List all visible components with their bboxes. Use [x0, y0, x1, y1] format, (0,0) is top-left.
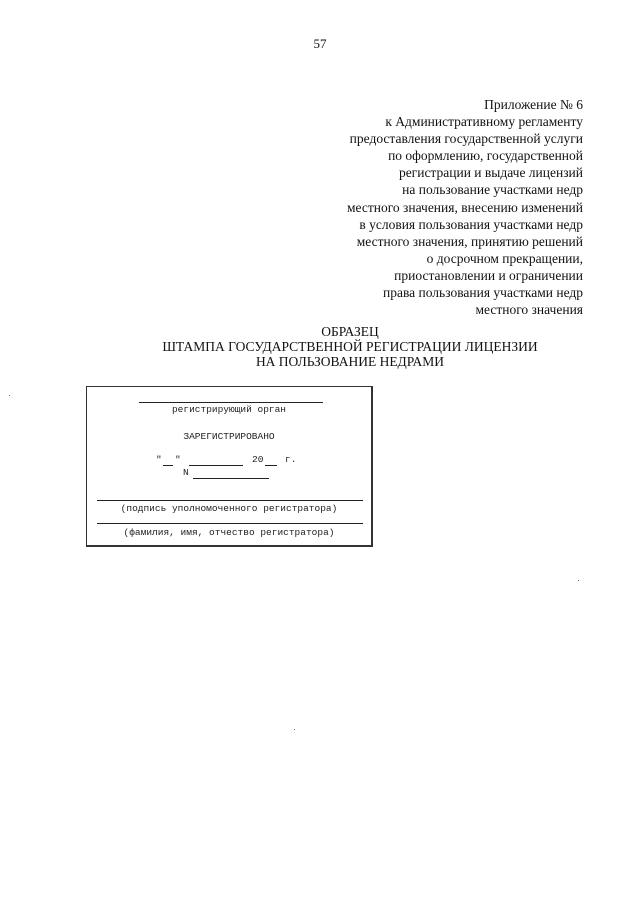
appendix-line: права пользования участками недр: [382, 285, 583, 301]
heading-line-2: ШТАМПА ГОСУДАРСТВЕННОЙ РЕГИСТРАЦИИ ЛИЦЕНЗИИ: [162, 339, 538, 354]
appendix-line: к Административному регламенту: [385, 114, 583, 130]
number-sign: N: [183, 467, 189, 478]
appendix-line: по оформлению, государственной: [388, 148, 583, 164]
appendix-line: в условия пользования участками недр: [359, 216, 583, 232]
stamp-heading: [0, 324, 640, 369]
scan-speck: [294, 729, 295, 730]
number-blank: [193, 478, 269, 479]
page-number: 57: [313, 36, 327, 51]
appendix-line: на пользование участками недр: [402, 182, 583, 198]
organ-underline: [139, 402, 323, 403]
heading-line-1: ОБРАЗЕЦ: [321, 324, 379, 339]
signature-line: [97, 500, 363, 501]
organ-label: регистрирующий орган: [171, 404, 287, 415]
day-blank: [163, 465, 173, 466]
appendix-line: местного значения, внесению изменений: [346, 199, 583, 215]
signature-label: (подпись уполномоченного регистратора): [120, 503, 338, 514]
appendix-line: Приложение № 6: [484, 97, 583, 112]
date-quote-open: ": [156, 454, 162, 465]
year-prefix: 20: [252, 454, 264, 465]
date-quote-close: ": [175, 454, 181, 465]
appendix-line: предоставления государственной услуги: [349, 131, 583, 147]
heading-line-3: НА ПОЛЬЗОВАНИЕ НЕДРАМИ: [255, 354, 445, 369]
name-line: [97, 523, 363, 524]
appendix-line: местного значения: [475, 302, 583, 318]
appendix-block: [263, 96, 583, 318]
appendix-line: местного значения, принятию решений: [356, 233, 583, 249]
appendix-line: регистрации и выдаче лицензий: [398, 165, 583, 181]
appendix-line: приостановлении и ограничении: [394, 267, 583, 283]
scan-speck: [9, 395, 10, 396]
appendix-line: о досрочном прекращении,: [426, 250, 583, 266]
year-suffix: г.: [285, 454, 297, 465]
registration-stamp: [86, 386, 373, 547]
registered-label: ЗАРЕГИСТРИРОВАНО: [183, 431, 275, 442]
month-blank: [189, 465, 243, 466]
name-label: (фамилия, имя, отчество регистратора): [123, 527, 335, 538]
scan-speck: [578, 580, 579, 581]
year-blank: [265, 465, 277, 466]
